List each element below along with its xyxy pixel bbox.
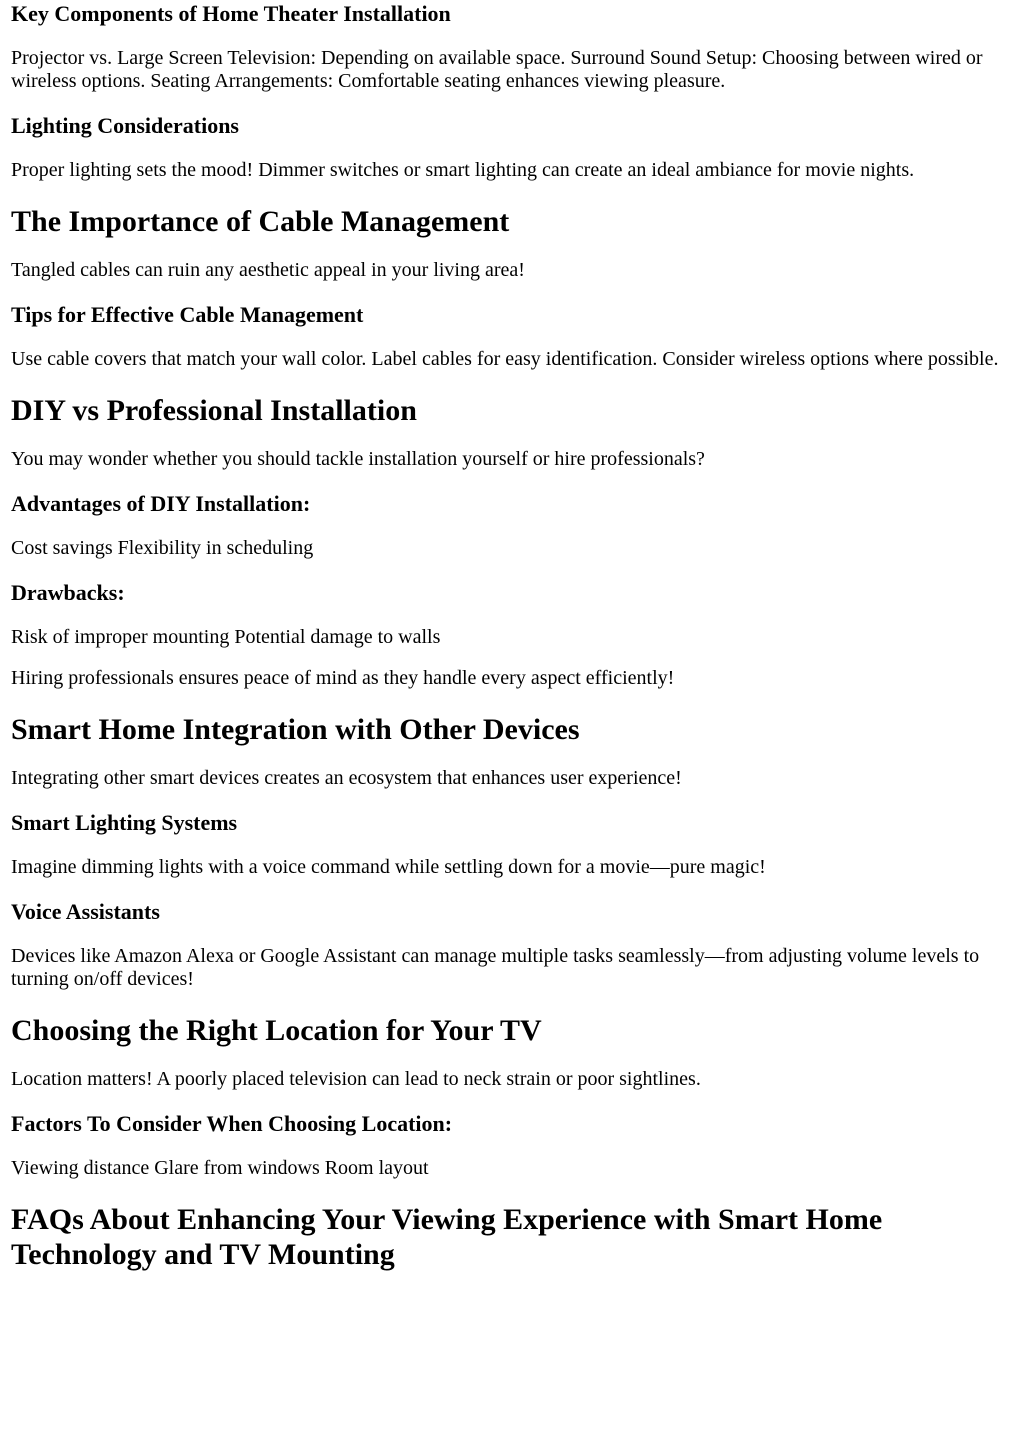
paragraph-diy-intro: You may wonder whether you should tackle installation yourself or hire professionals?	[11, 448, 705, 470]
heading-key-components: Key Components of Home Theater Installation	[11, 1, 451, 26]
heading-diy-advantages: Advantages of DIY Installation:	[11, 491, 311, 516]
paragraph-key-components: Projector vs. Large Screen Television: Depending on available space. Surround Sound Setup: Choosing between wired or wireless options. Seating Arrangements: Comfortable seating enhances viewing pleasure.	[11, 47, 983, 92]
paragraph-lighting: Proper lighting sets the mood! Dimmer switches or smart lighting can create an ideal ambiance for movie nights.	[11, 159, 915, 181]
heading-lighting-considerations: Lighting Considerations	[11, 113, 239, 138]
heading-diy-vs-professional: DIY vs Professional Installation	[11, 394, 417, 427]
paragraph-cable-tips: Use cable covers that match your wall color. Label cables for easy identification. Consider wireless options where possible.	[11, 348, 999, 370]
heading-location-factors: Factors To Consider When Choosing Location:	[11, 1111, 453, 1136]
heading-cable-management: The Importance of Cable Management	[11, 205, 510, 238]
paragraph-location-factors: Viewing distance Glare from windows Room layout	[11, 1157, 429, 1179]
heading-smart-lighting: Smart Lighting Systems	[11, 810, 238, 835]
paragraph-tv-location: Location matters! A poorly placed television can lead to neck strain or poor sightlines.	[11, 1068, 701, 1090]
paragraph-cable-management: Tangled cables can ruin any aesthetic appeal in your living area!	[11, 259, 525, 281]
heading-smart-home-integration: Smart Home Integration with Other Devices	[11, 713, 580, 746]
heading-drawbacks: Drawbacks:	[11, 580, 125, 605]
article-content	[0, 1, 1024, 1272]
paragraph-smart-lighting: Imagine dimming lights with a voice command while settling down for a movie—pure magic!	[11, 856, 766, 878]
paragraph-diy-advantages: Cost savings Flexibility in scheduling	[11, 537, 314, 559]
paragraph-drawbacks: Risk of improper mounting Potential damage to walls	[11, 626, 441, 648]
heading-cable-tips: Tips for Effective Cable Management	[11, 302, 364, 327]
paragraph-voice-assistants: Devices like Amazon Alexa or Google Assistant can manage multiple tasks seamlessly—from adjusting volume levels to turning on/off devices!	[11, 945, 980, 990]
heading-tv-location: Choosing the Right Location for Your TV	[11, 1014, 542, 1047]
heading-voice-assistants: Voice Assistants	[11, 899, 160, 924]
heading-faqs: FAQs About Enhancing Your Viewing Experience with Smart Home Technology and TV Mounting	[11, 1203, 883, 1271]
paragraph-hiring-professionals: Hiring professionals ensures peace of mind as they handle every aspect efficiently!	[11, 667, 675, 689]
paragraph-smart-home-integration: Integrating other smart devices creates an ecosystem that enhances user experience!	[11, 767, 682, 789]
